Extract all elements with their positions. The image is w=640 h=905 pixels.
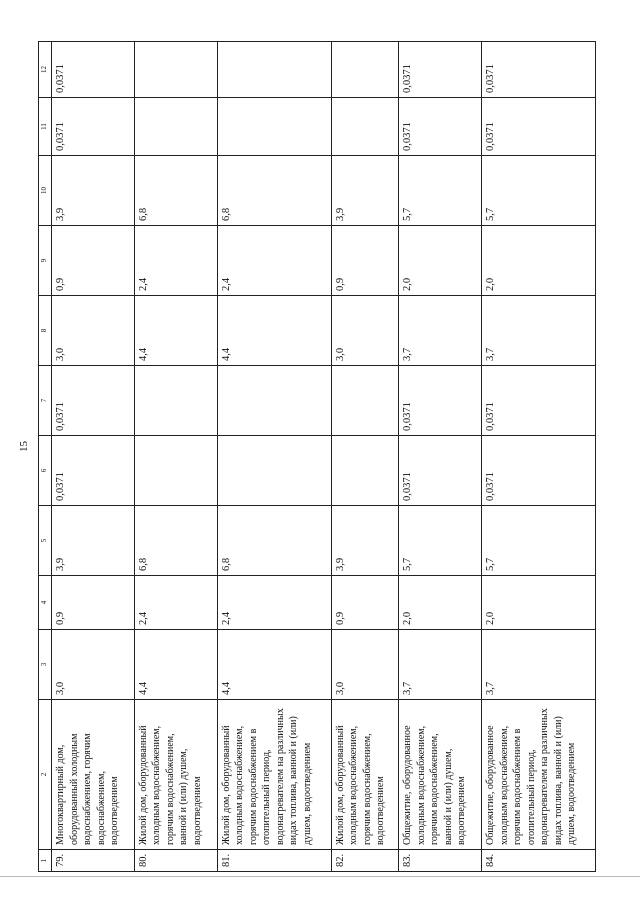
dwelling-type-cell: Жилой дом, оборудованный холодным водоснабжением, горячим водоснабжением, водоотведением	[331, 700, 398, 850]
value-cell-c4: 0,9	[331, 576, 398, 630]
value-cell-c5: 6,8	[217, 506, 331, 576]
table-row	[399, 42, 482, 872]
value-cell-c11: 0,0371	[482, 98, 596, 156]
value-cell-c11: 0,0371	[52, 98, 135, 156]
value-cell-c5: 5,7	[399, 506, 482, 576]
value-cell-c3: 4,4	[134, 630, 217, 700]
column-number-7: 7	[39, 366, 52, 436]
value-cell-c8: 3,0	[331, 296, 398, 366]
column-number-9: 9	[39, 226, 52, 296]
value-cell-c10: 5,7	[482, 156, 596, 226]
column-number-12: 12	[39, 42, 52, 98]
value-cell-c3: 3,0	[331, 630, 398, 700]
table-row	[331, 42, 398, 872]
value-cell-c6: 0,0371	[399, 436, 482, 506]
row-number-cell: 80.	[134, 850, 217, 872]
dwelling-type-cell: Общежитие, оборудованное холодным водоснабжением, горячим водоснабжением, ванной и (или) душем, водоотведением	[399, 700, 482, 850]
value-cell-c9: 2,4	[217, 226, 331, 296]
row-number-cell: 84.	[482, 850, 596, 872]
value-cell-c7: 0,0371	[399, 366, 482, 436]
value-cell-c6: 0,0371	[482, 436, 596, 506]
value-cell-c6	[217, 436, 331, 506]
row-number-cell: 79.	[52, 850, 135, 872]
page-bottom-edge	[0, 876, 640, 877]
value-cell-c12: 0,0371	[52, 42, 135, 98]
value-cell-c9: 0,9	[52, 226, 135, 296]
value-cell-c10: 6,8	[217, 156, 331, 226]
value-cell-c4: 2,4	[217, 576, 331, 630]
dwelling-type-cell: Жилой дом, оборудованный холодным водоснабжением, горячим водоснабжением в отопительный период, водонагревателем на различных видах топлива, ванной и (или) душем, водоотведением	[217, 700, 331, 850]
dwelling-type-cell: Общежитие, оборудованное холодным водоснабжением, горячим водоснабжением в отопительный период, водонагревателем на различных видах топлива, ванной и (или) душем, водоотведением	[482, 700, 596, 850]
value-cell-c4: 0,9	[52, 576, 135, 630]
value-cell-c8: 3,7	[399, 296, 482, 366]
value-cell-c9: 2,0	[399, 226, 482, 296]
value-cell-c8: 4,4	[217, 296, 331, 366]
value-cell-c6	[134, 436, 217, 506]
column-number-row	[39, 42, 52, 872]
column-number-5: 5	[39, 506, 52, 576]
value-cell-c10: 3,9	[52, 156, 135, 226]
value-cell-c3: 3,7	[482, 630, 596, 700]
column-number-11: 11	[39, 98, 52, 156]
value-cell-c12: 0,0371	[399, 42, 482, 98]
value-cell-c11: 0,0371	[399, 98, 482, 156]
column-number-3: 3	[39, 630, 52, 700]
value-cell-c6	[331, 436, 398, 506]
value-cell-c3: 4,4	[217, 630, 331, 700]
value-cell-c7: 0,0371	[52, 366, 135, 436]
value-cell-c5: 5,7	[482, 506, 596, 576]
value-cell-c11	[134, 98, 217, 156]
value-cell-c7	[134, 366, 217, 436]
value-cell-c4: 2,0	[482, 576, 596, 630]
value-cell-c5: 3,9	[331, 506, 398, 576]
value-cell-c12	[217, 42, 331, 98]
value-cell-c8: 4,4	[134, 296, 217, 366]
value-cell-c4: 2,4	[134, 576, 217, 630]
value-cell-c4: 2,0	[399, 576, 482, 630]
column-number-10: 10	[39, 156, 52, 226]
value-cell-c11	[331, 98, 398, 156]
value-cell-c7: 0,0371	[482, 366, 596, 436]
tariff-table	[38, 41, 596, 872]
value-cell-c10: 3,9	[331, 156, 398, 226]
column-number-4: 4	[39, 576, 52, 630]
column-number-6: 6	[39, 436, 52, 506]
value-cell-c9: 0,9	[331, 226, 398, 296]
value-cell-c3: 3,0	[52, 630, 135, 700]
value-cell-c6: 0,0371	[52, 436, 135, 506]
dwelling-type-cell: Многоквартирный дом, оборудованный холодным водоснабжением, горячим водоснабжением, водоотведением	[52, 700, 135, 850]
value-cell-c7	[217, 366, 331, 436]
value-cell-c9: 2,0	[482, 226, 596, 296]
value-cell-c3: 3,7	[399, 630, 482, 700]
value-cell-c8: 3,7	[482, 296, 596, 366]
value-cell-c8: 3,0	[52, 296, 135, 366]
dwelling-type-cell: Жилой дом, оборудованный холодным водоснабжением, горячим водоснабжением, ванной и (или) душем, водоотведением	[134, 700, 217, 850]
column-number-2: 2	[39, 700, 52, 850]
page-number: 15	[18, 441, 30, 452]
value-cell-c12: 0,0371	[482, 42, 596, 98]
value-cell-c11	[217, 98, 331, 156]
tariff-table-rotated	[38, 42, 596, 872]
value-cell-c5: 6,8	[134, 506, 217, 576]
value-cell-c10: 5,7	[399, 156, 482, 226]
column-number-8: 8	[39, 296, 52, 366]
value-cell-c12	[134, 42, 217, 98]
value-cell-c12	[331, 42, 398, 98]
table-row	[134, 42, 217, 872]
row-number-cell: 82.	[331, 850, 398, 872]
value-cell-c9: 2,4	[134, 226, 217, 296]
table-row	[52, 42, 135, 872]
column-number-1: 1	[39, 850, 52, 872]
row-number-cell: 83.	[399, 850, 482, 872]
table-row	[217, 42, 331, 872]
value-cell-c5: 3,9	[52, 506, 135, 576]
value-cell-c10: 6,8	[134, 156, 217, 226]
table-row	[482, 42, 596, 872]
row-number-cell: 81.	[217, 850, 331, 872]
value-cell-c7	[331, 366, 398, 436]
